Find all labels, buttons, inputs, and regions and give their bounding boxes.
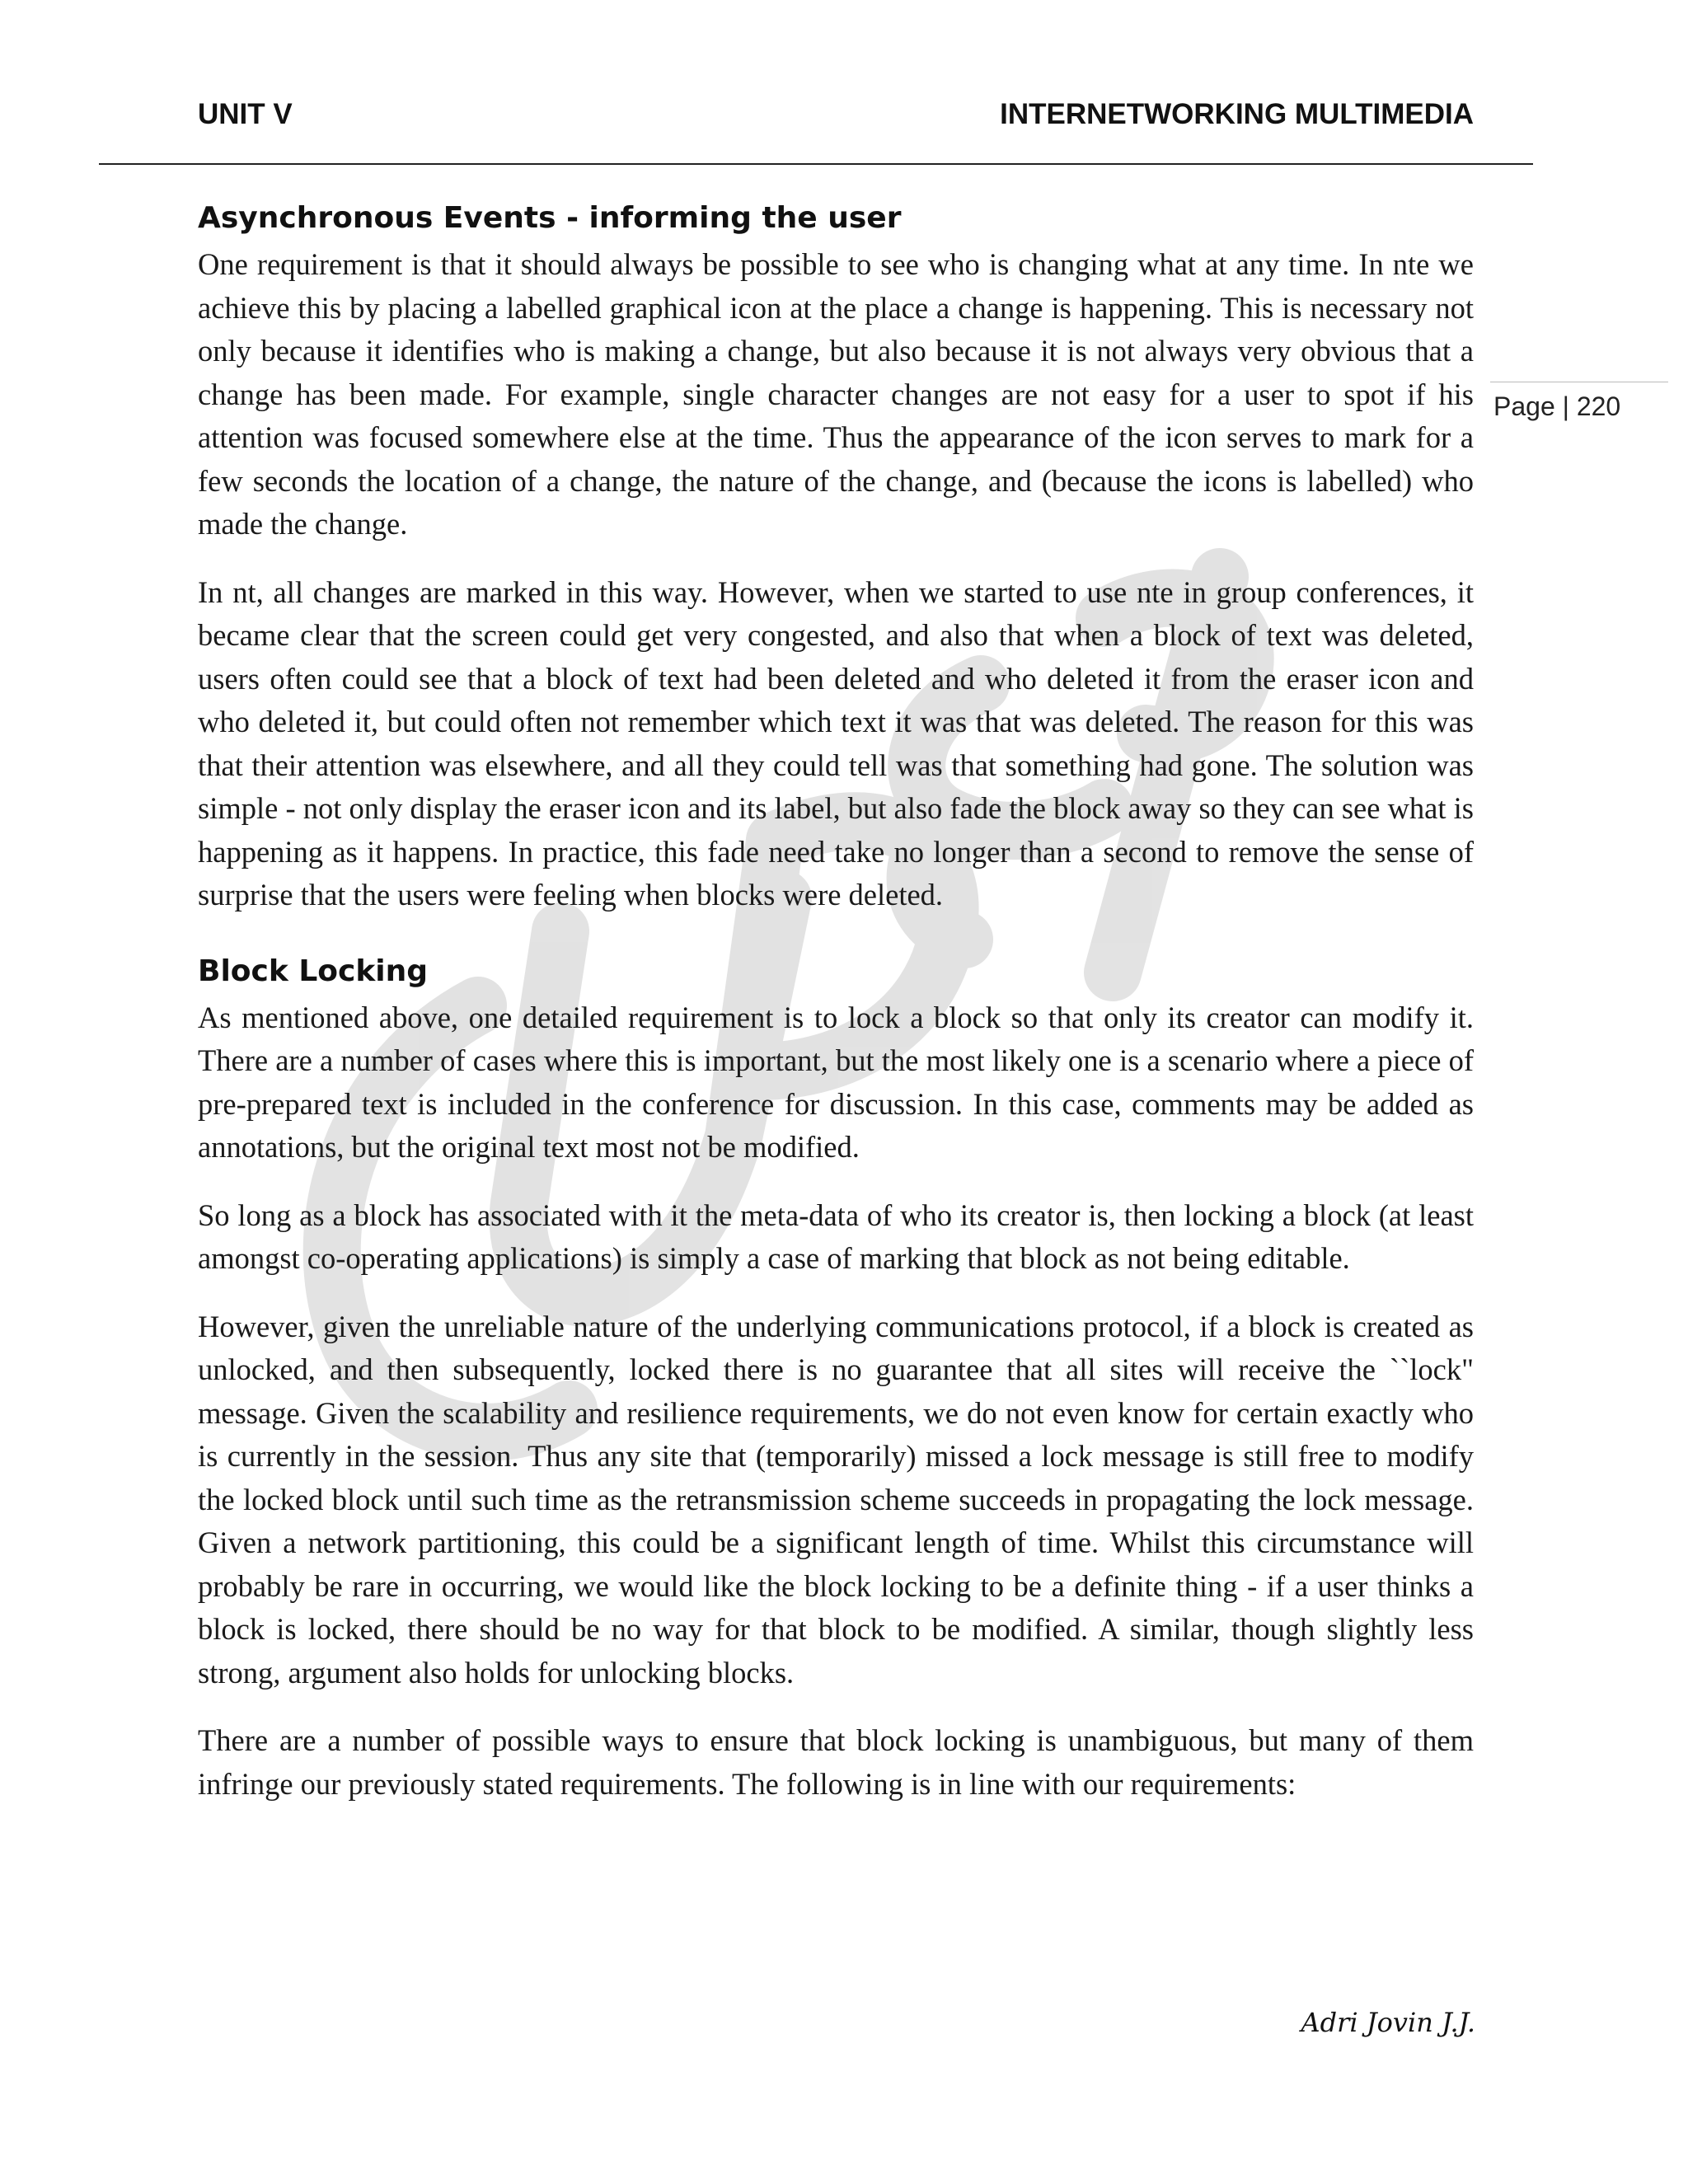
section-heading: Block Locking bbox=[198, 954, 429, 988]
section-heading: Asynchronous Events - informing the user bbox=[198, 201, 902, 235]
author-signature: Adri Jovin J.J. bbox=[1301, 2007, 1475, 2038]
paragraph: So long as a block has associated with it the meta-data of who its creator is, then locking a block (at least amongst co-operating applications) is simply a case of marking that block as not being editable. bbox=[198, 1197, 1474, 1275]
header-divider bbox=[99, 163, 1533, 165]
paragraph: In nt, all changes are marked in this way. However, when we started to use nte in group conferences, it became clear that the screen could get very congested, and also that when a block of text was deleted, users often could see that a block of text had been deleted and who deleted it from the eraser icon and who deleted it, but could often not remember which text it was that was deleted. The reason for this was that their attention was elsewhere, and all they could tell was that something had gone. The solution was simple - not only display the eraser icon and its label, but also fade the block away so they can see what is happening as it happens. In practice, this fade need take no longer than a second to remove the sense of surprise that the users were feeling when blocks were deleted. bbox=[198, 574, 1474, 912]
paragraph: One requirement is that it should always be possible to see who is changing what at any time. In nte we achieve this by placing a labelled graphical icon at the place a change is happening. This is necessary not only because it identifies who is making a change, but also because it is not always very obvious that a change has been made. For example, single character changes are not easy for a user to spot if his attention was focused somewhere else at the time. Thus the appearance of the icon serves to mark for a few seconds the location of a change, the nature of the change, and (because the icons is labelled) who made the change. bbox=[198, 247, 1474, 541]
paragraph: There are a number of possible ways to ensure that block locking is unambiguous, but many of them infringe our previously stated requirements. The following is in line with our requirements: bbox=[198, 1723, 1474, 1801]
subject-title: INTERNETWORKING MULTIMEDIA bbox=[1000, 98, 1474, 130]
section-block-locking bbox=[198, 947, 1474, 1807]
paragraph: As mentioned above, one detailed requirement is to lock a block so that only its creator can modify it. There are a number of cases where this is important, but the most likely one is a scenario where a piece of pre-prepared text is included in the conference for discussion. In this case, comments may be added as annotations, but the original text most not be modified. bbox=[198, 1000, 1474, 1164]
paragraph: However, given the unreliable nature of the underlying communications protocol, if a block is created as unlocked, and then subsequently, locked there is no guarantee that all sites will receive the ``lock" message. Given the scalability and resilience requirements, we do not even know for certain exactly who is currently in the session. Thus any site that (temporarily) missed a lock message is still free to modify the locked block until such time as the retransmission scheme succeeds in propagating the lock message. Given a network partitioning, this could be a significant length of time. Whilst this circumstance will probably be rare in occurring, we would like the block locking to be a definite thing - if a user thinks a block is locked, there should be no way for that block to be modified. A similar, though slightly less strong, argument also holds for unlocking blocks. bbox=[198, 1309, 1474, 1690]
page-number: Page | 220 bbox=[1490, 382, 1668, 423]
unit-label: UNIT V bbox=[198, 98, 293, 130]
page-content bbox=[198, 194, 1474, 1830]
section-asynchronous-events bbox=[198, 194, 1474, 917]
